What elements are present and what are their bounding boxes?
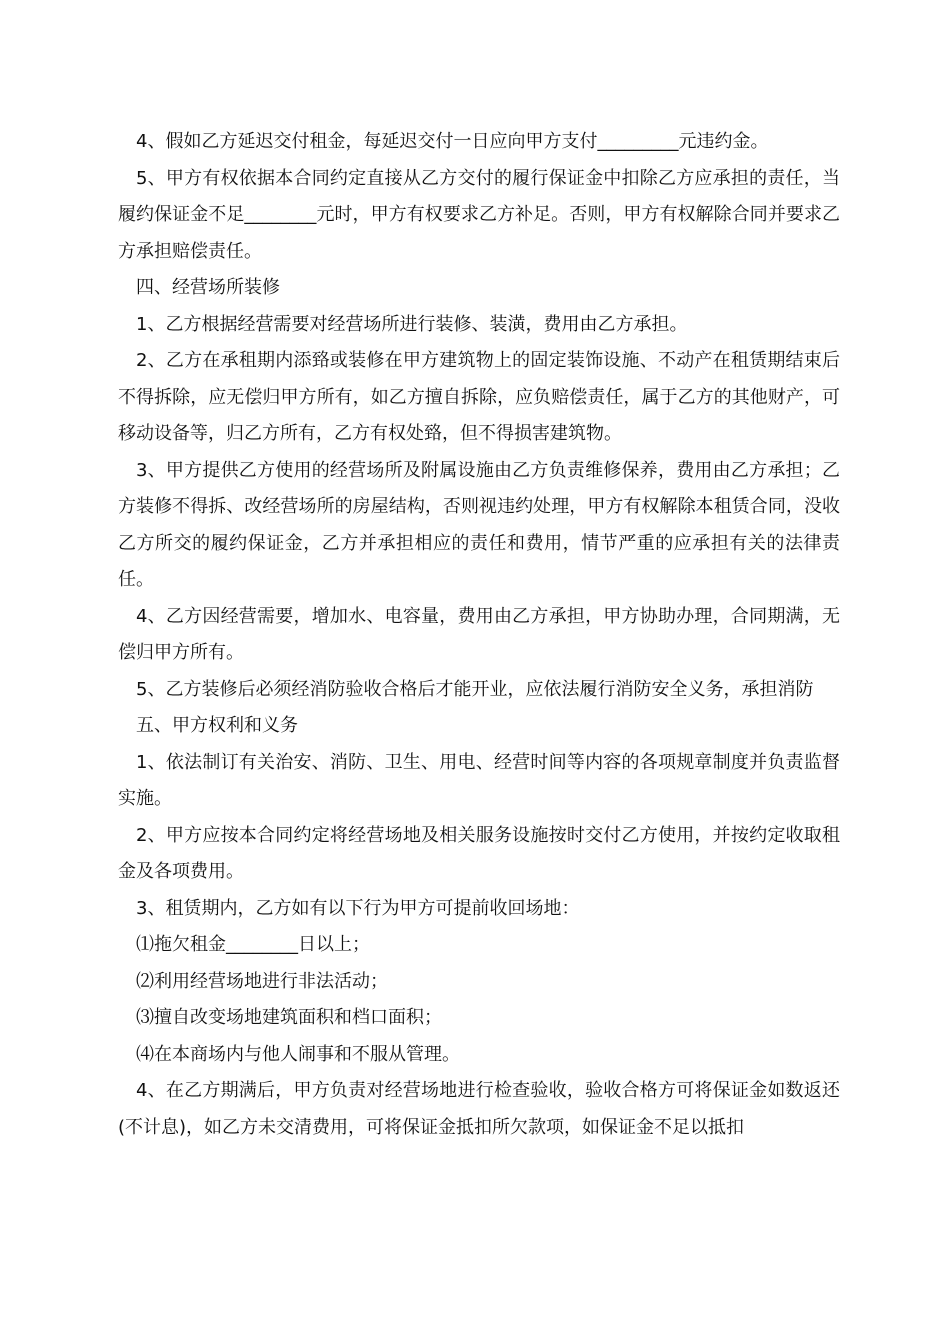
paragraph-fixed-fixtures: 2、乙方在承租期内添臵或装修在甲方建筑物上的固定装饰设施、不动产在租赁期结束后不得拆除，应无偿归甲方所有，如乙方擅自拆除，应负赔偿责任，属于乙方的其他财产，可移动设备等，归乙方所有，乙方有权处臵，但不得损害建筑物。 [118, 350, 840, 444]
paragraph-renovation-cost: 1、乙方根据经营需要对经营场所进行装修、装潢，费用由乙方承担。 [136, 313, 688, 335]
section-heading-renovation: 四、经营场所装修 [136, 277, 280, 298]
paragraph-deposit-deduction: 5、甲方有权依据本合同约定直接从乙方交付的履行保证金中扣除乙方应承担的责任，当履约保证金不足________元时，甲方有权要求乙方补足。否则，甲方有权解除合同并要求乙方承担赔偿责任。 [118, 167, 840, 262]
paragraph-late-rent-penalty: 4、假如乙方延迟交付租金，每延迟交付一日应向甲方支付_________元违约金。 [136, 131, 769, 152]
section-heading-party-a-rights: 五、甲方权利和义务 [136, 715, 298, 736]
document-body [118, 124, 840, 1146]
list-item-area-change: ⑶擅自改变场地建筑面积和档口面积； [136, 1007, 442, 1028]
paragraph-fire-inspection: 5、乙方装修后必须经消防验收合格后才能开业，应依法履行消防安全义务，承担消防 [136, 678, 814, 700]
paragraph-utility-capacity: 4、乙方因经营需要，增加水、电容量，费用由乙方承担，甲方协助办理，合同期满，无偿归甲方所有。 [118, 605, 840, 663]
list-item-illegal-activity: ⑵利用经营场地进行非法活动； [136, 970, 388, 992]
paragraph-delivery-premises: 2、甲方应按本合同约定将经营场地及相关服务设施按时交付乙方使用，并按约定收取租金及各项费用。 [118, 824, 840, 882]
list-item-rent-arrears: ⑴拖欠租金________日以上； [136, 934, 370, 955]
paragraph-deposit-return: 4、在乙方期满后，甲方负责对经营场地进行检查验收，验收合格方可将保证金如数返还(不计息)，如乙方未交清费用，可将保证金抵扣所欠款项，如保证金不足以抵扣 [118, 1080, 840, 1138]
paragraph-maintenance: 3、甲方提供乙方使用的经营场所及附属设施由乙方负责维修保养，费用由乙方承担；乙方装修不得拆、改经营场所的房屋结构，否则视违约处理，甲方有权解除本租赁合同，没收乙方所交的履约保证金，乙方并承担相应的责任和费用，情节严重的应承担有关的法律责任。 [118, 459, 840, 590]
list-item-disturbance: ⑷在本商场内与他人闹事和不服从管理。 [136, 1043, 460, 1065]
paragraph-regulations: 1、依法制订有关治安、消防、卫生、用电、经营时间等内容的各项规章制度并负责监督实施。 [118, 751, 840, 809]
paragraph-early-recovery: 3、租赁期内，乙方如有以下行为甲方可提前收回场地： [136, 897, 580, 919]
